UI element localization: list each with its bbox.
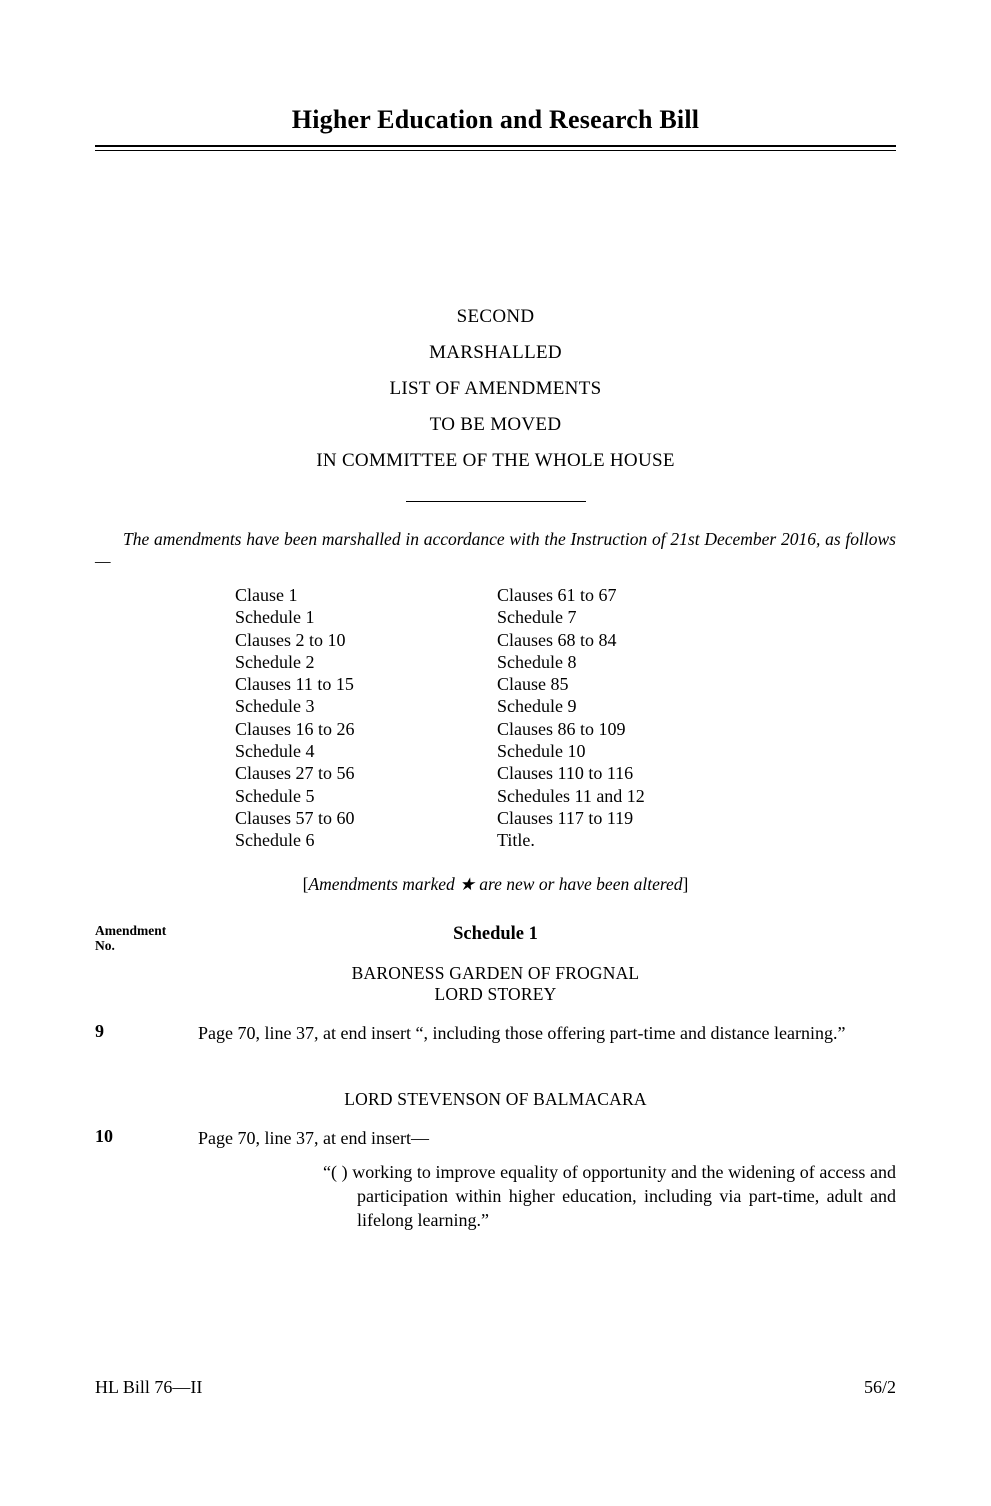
- list-item: Schedules 11 and 12: [497, 785, 645, 806]
- list-item: Clauses 86 to 109: [497, 718, 626, 739]
- sponsor-name: LORD STEVENSON OF BALMACARA: [344, 1088, 647, 1109]
- list-item: Clause 85: [497, 674, 569, 695]
- page-title: Higher Education and Research Bill: [291, 105, 700, 134]
- list-item: Schedule 8: [497, 651, 577, 672]
- amendment-number: 9: [95, 1020, 104, 1041]
- list-item: Clauses 68 to 84: [497, 629, 617, 650]
- amendment-entry-9: [95, 1021, 896, 1045]
- heading-line-3: LIST OF AMENDMENTS: [389, 378, 602, 399]
- document-page: [0, 105, 991, 1506]
- sponsor-name: LORD STOREY: [434, 983, 557, 1004]
- amendment-no-column-label: [95, 923, 166, 953]
- star-note: [95, 874, 896, 895]
- page-footer: [95, 1377, 896, 1398]
- list-item: Clauses 11 to 15: [235, 674, 354, 695]
- list-item: Schedule 5: [235, 785, 315, 806]
- heading-line-2: MARSHALLED: [429, 342, 562, 363]
- list-item: Clauses 57 to 60: [235, 807, 355, 828]
- star-icon: ★: [459, 873, 475, 894]
- footer-page-number: 56/2: [863, 1377, 896, 1397]
- list-item: Schedule 4: [235, 741, 315, 762]
- sponsors-first-group: [95, 963, 896, 1005]
- sponsor-name: BARONESS GARDEN OF FROGNAL: [351, 962, 640, 983]
- amendment-inserted-text: “( ) working to improve equality of opportunity and the widening of access and participation within higher education, including via part-time, adult and lifelong learning.”: [323, 1161, 896, 1230]
- list-item: Title.: [497, 830, 535, 851]
- list-item: Clauses 2 to 10: [235, 629, 346, 650]
- star-note-text-before: Amendments marked: [308, 873, 460, 894]
- list-item: Clauses 110 to 116: [497, 763, 634, 784]
- instruction-paragraph: The amendments have been marshalled in accordance with the Instruction of 21st December 2016, as follows—: [95, 529, 896, 571]
- sponsors-second-group: [95, 1089, 896, 1110]
- star-note-text-after: are new or have been altered: [474, 873, 683, 894]
- list-item: Schedule 10: [497, 741, 586, 762]
- amendment-no-label-line1: Amendment: [95, 922, 167, 938]
- list-item: Clause 1: [235, 585, 298, 605]
- amendment-text: Page 70, line 37, at end insert “, including those offering part-time and distance learning.”: [198, 1022, 846, 1043]
- list-item: Schedule 6: [235, 830, 315, 851]
- heading-block: [95, 299, 896, 502]
- star-note-open-bracket: [: [302, 873, 309, 894]
- schedule-title: Schedule 1: [453, 923, 538, 944]
- list-item: Clauses 16 to 26: [235, 718, 355, 739]
- schedule-header-row: [95, 923, 896, 957]
- list-item: Clauses 117 to 119: [497, 807, 634, 828]
- heading-divider: [406, 501, 586, 502]
- list-item: Schedule 1: [235, 607, 315, 628]
- amendment-number: 10: [95, 1125, 113, 1146]
- list-item: Schedule 9: [497, 696, 577, 717]
- star-note-close-bracket: ]: [682, 873, 689, 894]
- list-item: Schedule 2: [235, 651, 315, 672]
- amendment-no-label-line2: No.: [95, 937, 115, 953]
- heading-line-4: TO BE MOVED: [429, 414, 562, 435]
- title-divider: [95, 145, 896, 151]
- list-item: Schedule 3: [235, 696, 315, 717]
- list-item: Clauses 61 to 67: [497, 585, 617, 605]
- clause-list-left-column: [235, 584, 497, 852]
- heading-line-1: SECOND: [456, 306, 535, 327]
- amendment-entry-10: [95, 1126, 896, 1232]
- amendment-text: Page 70, line 37, at end insert—: [198, 1127, 429, 1148]
- clause-list: [95, 584, 896, 852]
- footer-bill-number: HL Bill 76—II: [95, 1377, 203, 1397]
- clause-list-right-column: [497, 584, 759, 852]
- heading-line-5: IN COMMITTEE OF THE WHOLE HOUSE: [316, 450, 675, 471]
- list-item: Schedule 7: [497, 607, 577, 628]
- list-item: Clauses 27 to 56: [235, 763, 355, 784]
